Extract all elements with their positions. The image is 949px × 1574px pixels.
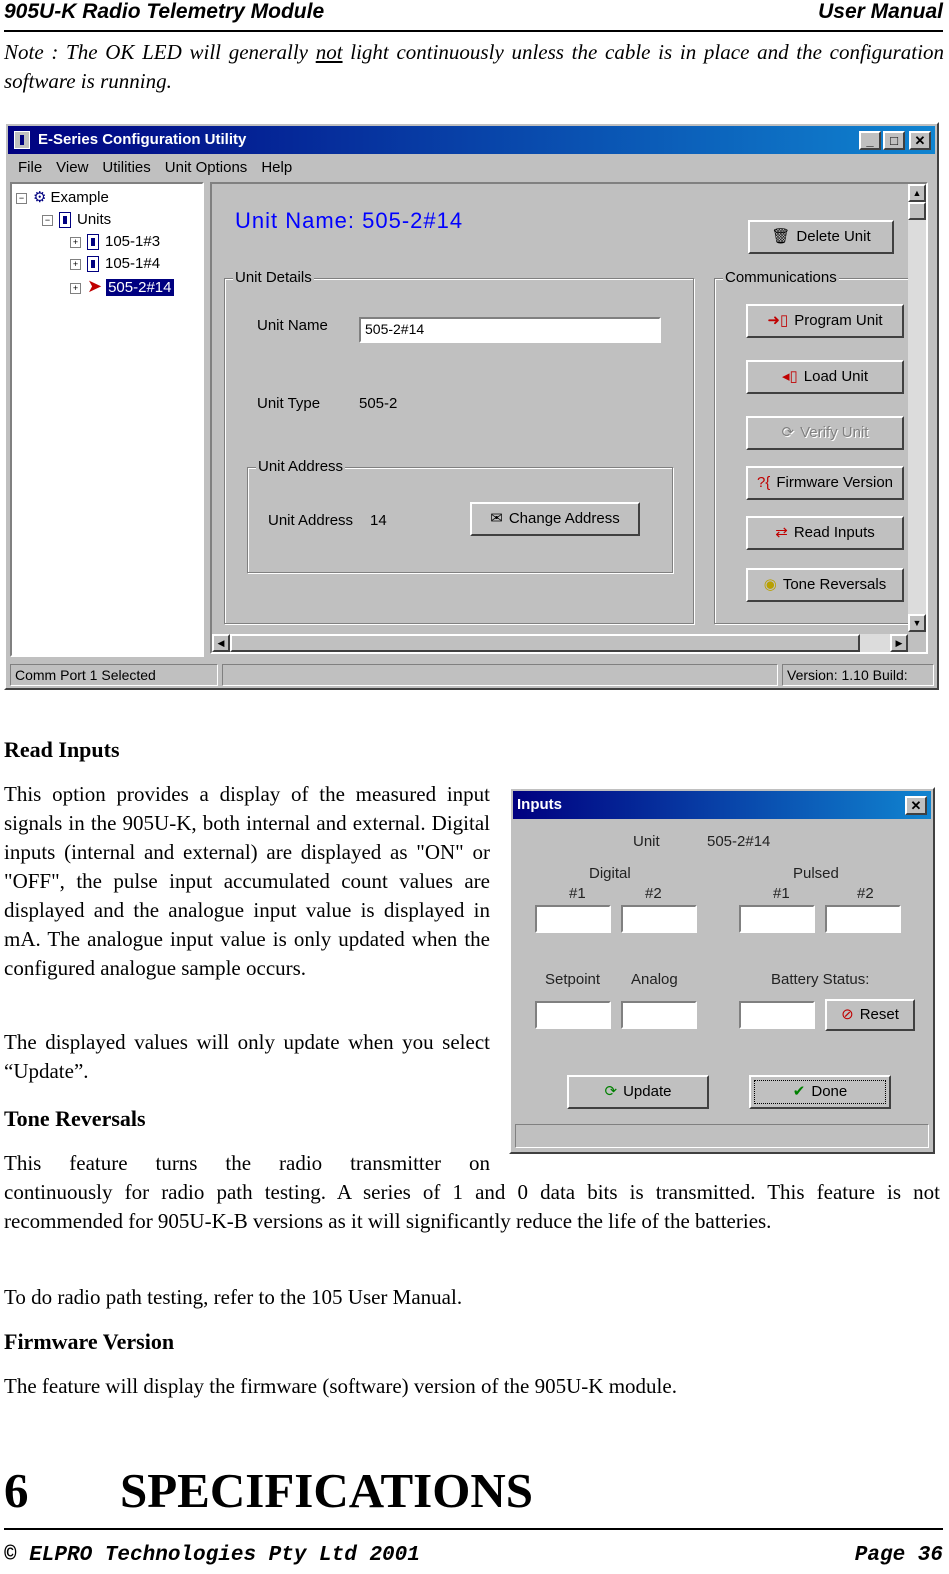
scroll-h-thumb[interactable] [230,634,860,652]
program-icon: ➜▯ [767,312,789,329]
menu-bar [10,157,298,179]
firmware-version-button[interactable]: ?{ Firmware Version [746,466,904,500]
unit-type-label: Unit Type [257,395,321,412]
trash-icon: 🗑 [771,228,791,245]
maximize-icon[interactable]: □ [883,131,905,150]
pulsed-1-field[interactable] [739,905,815,933]
network-icon: ⚙ [33,189,47,206]
pulsed-ch1-label: #1 [773,885,790,902]
digital-1-field[interactable] [535,905,611,933]
unit-value: 505-2#14 [707,833,771,850]
checkmark-icon: ✔ [792,1083,806,1100]
unit-icon [87,256,99,272]
firmware-version-heading: Firmware Version [4,1329,175,1354]
tree-item-selected[interactable]: + ➤ 505-2#14 [70,276,174,296]
communications-label: Communications [725,269,837,286]
radio-path-paragraph: To do radio path testing, refer to the 105 User Manual. [4,1285,463,1309]
status-version: Version: 1.10 Build: [782,664,934,686]
collapse-icon[interactable]: − [16,193,27,204]
pulsed-ch2-label: #2 [857,885,874,902]
menu-view[interactable]: View [56,159,89,176]
horizontal-scrollbar[interactable] [212,634,908,652]
no-entry-icon: ⊘ [841,1006,854,1023]
tree-units-group[interactable]: − Units [42,210,111,230]
expand-icon[interactable]: + [70,259,81,270]
collapse-icon[interactable]: − [42,215,53,226]
scroll-left-icon[interactable]: ◀ [212,634,230,652]
unit-address-value: 14 [370,512,387,529]
verify-icon: ⟳ [781,424,795,441]
inputs-dialog [509,787,935,1154]
unit-name-heading: Unit Name: 505-2#14 [235,208,464,233]
menu-unit-options[interactable]: Unit Options [164,159,248,176]
reset-button[interactable]: ⊘ Reset [825,999,915,1031]
footer-page-number: Page 36 [854,1544,943,1567]
window-titlebar [8,126,935,154]
unit-address-group-label: Unit Address [258,458,344,475]
note-emphasis: not [315,40,343,64]
status-port: Comm Port 1 Selected [10,664,218,686]
unit-tree [10,182,204,657]
question-icon: ?{ [756,474,771,491]
delete-unit-button[interactable]: 🗑 Delete Unit [748,220,894,254]
scroll-up-icon[interactable]: ▲ [908,184,926,202]
unit-detail-pane [210,182,928,654]
digital-2-field[interactable] [621,905,697,933]
unit-details-group [224,269,694,624]
battery-status-label: Battery Status: [771,971,870,988]
unit-type-value: 505-2 [359,395,398,412]
menu-utilities[interactable]: Utilities [102,159,151,176]
expand-icon[interactable]: + [70,283,81,294]
read-inputs-icon: ⇄ [775,524,788,541]
header-manual-label: User Manual [818,0,943,23]
done-button[interactable]: ✔ Done [749,1075,891,1109]
refresh-icon: ⟳ [604,1083,618,1100]
change-address-button[interactable]: ✉ Change Address [470,502,640,536]
unit-details-label: Unit Details [235,269,312,286]
tone-reversals-paragraph-start: This feature turns the radio transmitter on [4,1151,490,1175]
update-button[interactable]: ⟳ Update [567,1075,709,1109]
inputs-dialog-status [515,1124,929,1148]
unit-address-label: Unit Address [268,512,354,529]
tone-icon: ◉ [763,576,777,593]
vertical-scrollbar[interactable] [908,184,926,632]
load-unit-button[interactable]: ◂▯ Load Unit [746,360,904,394]
unit-icon [87,234,99,250]
program-unit-button[interactable]: ➜▯ Program Unit [746,304,904,338]
expand-icon[interactable]: + [70,237,81,248]
tree-item[interactable]: + 105-1#3 [70,232,160,252]
tree-root[interactable]: − ⚙ Example [16,188,109,208]
setpoint-label: Setpoint [545,971,601,988]
setpoint-field[interactable] [535,1001,611,1029]
inputs-dialog-title: Inputs [517,796,562,813]
envelope-icon: ✉ [490,510,503,527]
unit-label: Unit [633,833,660,850]
inputs-dialog-titlebar [513,791,931,819]
status-bar [8,662,935,686]
pulsed-label: Pulsed [793,865,839,882]
scroll-thumb[interactable] [908,202,926,220]
section-title: SPECIFICATIONS [120,1463,533,1518]
menu-help[interactable]: Help [261,159,293,176]
minimize-icon[interactable]: _ [859,131,881,150]
page-footer [4,1528,943,1570]
config-utility-window [4,122,939,690]
tone-reversals-paragraph: continuously for radio path testing. A series of 1 and 0 data bits is transmitted. This feature is not recommended for 905U-K-B versions as it will significantly reduce the life of the batteries. [4,1180,940,1233]
section-number: 6 [4,1463,29,1518]
tone-reversals-button[interactable]: ◉ Tone Reversals [746,568,904,602]
units-icon [59,212,71,228]
close-icon[interactable]: ✕ [905,796,927,815]
read-inputs-heading: Read Inputs [4,737,120,762]
pulsed-2-field[interactable] [825,905,901,933]
battery-status-field[interactable] [739,1001,815,1029]
verify-unit-button[interactable]: ⟳ Verify Unit [746,416,904,450]
scroll-right-icon[interactable]: ▶ [890,634,908,652]
footer-copyright: © ELPRO Technologies Pty Ltd 2001 [4,1544,420,1567]
unit-address-group [247,458,673,573]
menu-file[interactable]: File [18,159,43,176]
read-inputs-update-paragraph: The displayed values will only update when you select “Update”. [4,1030,490,1083]
arrow-icon: ➤ [87,276,103,296]
app-icon [14,131,30,149]
analog-label: Analog [631,971,678,988]
read-inputs-button[interactable]: ⇄ Read Inputs [746,516,904,550]
firmware-version-paragraph: The feature will display the firmware (software) version of the 905U-K module. [4,1374,677,1398]
scroll-down-icon[interactable]: ▼ [908,614,926,632]
read-inputs-paragraph: This option provides a display of the measured input signals in the 905U-K, both internal and external. Digital inputs (internal and external) are displayed as "ON" or "OFF", the pulse input accumulated count values are displayed and the analogue input value is displayed in mA. The analogue input value is only updated when the configured analogue sample occurs. [4,782,490,980]
status-empty [222,664,778,686]
specifications-heading [4,1462,533,1519]
tree-item[interactable]: + 105-1#4 [70,254,160,274]
note-paragraph: Note : The OK LED will generally not light continuously unless the cable is in place and the configuration software is running. [4,40,944,93]
digital-ch1-label: #1 [569,885,586,902]
tone-reversals-heading: Tone Reversals [4,1106,146,1131]
header-title: 905U-K Radio Telemetry Module [4,0,325,23]
analog-field[interactable] [621,1001,697,1029]
page-header [4,0,943,32]
unit-name-label: Unit Name [257,317,328,334]
digital-ch2-label: #2 [645,885,662,902]
load-icon: ◂▯ [781,368,798,385]
digital-label: Digital [589,865,631,882]
close-icon[interactable]: ✕ [909,131,931,150]
unit-name-input[interactable]: 505-2#14 [359,317,661,343]
window-title: E-Series Configuration Utility [38,131,247,148]
